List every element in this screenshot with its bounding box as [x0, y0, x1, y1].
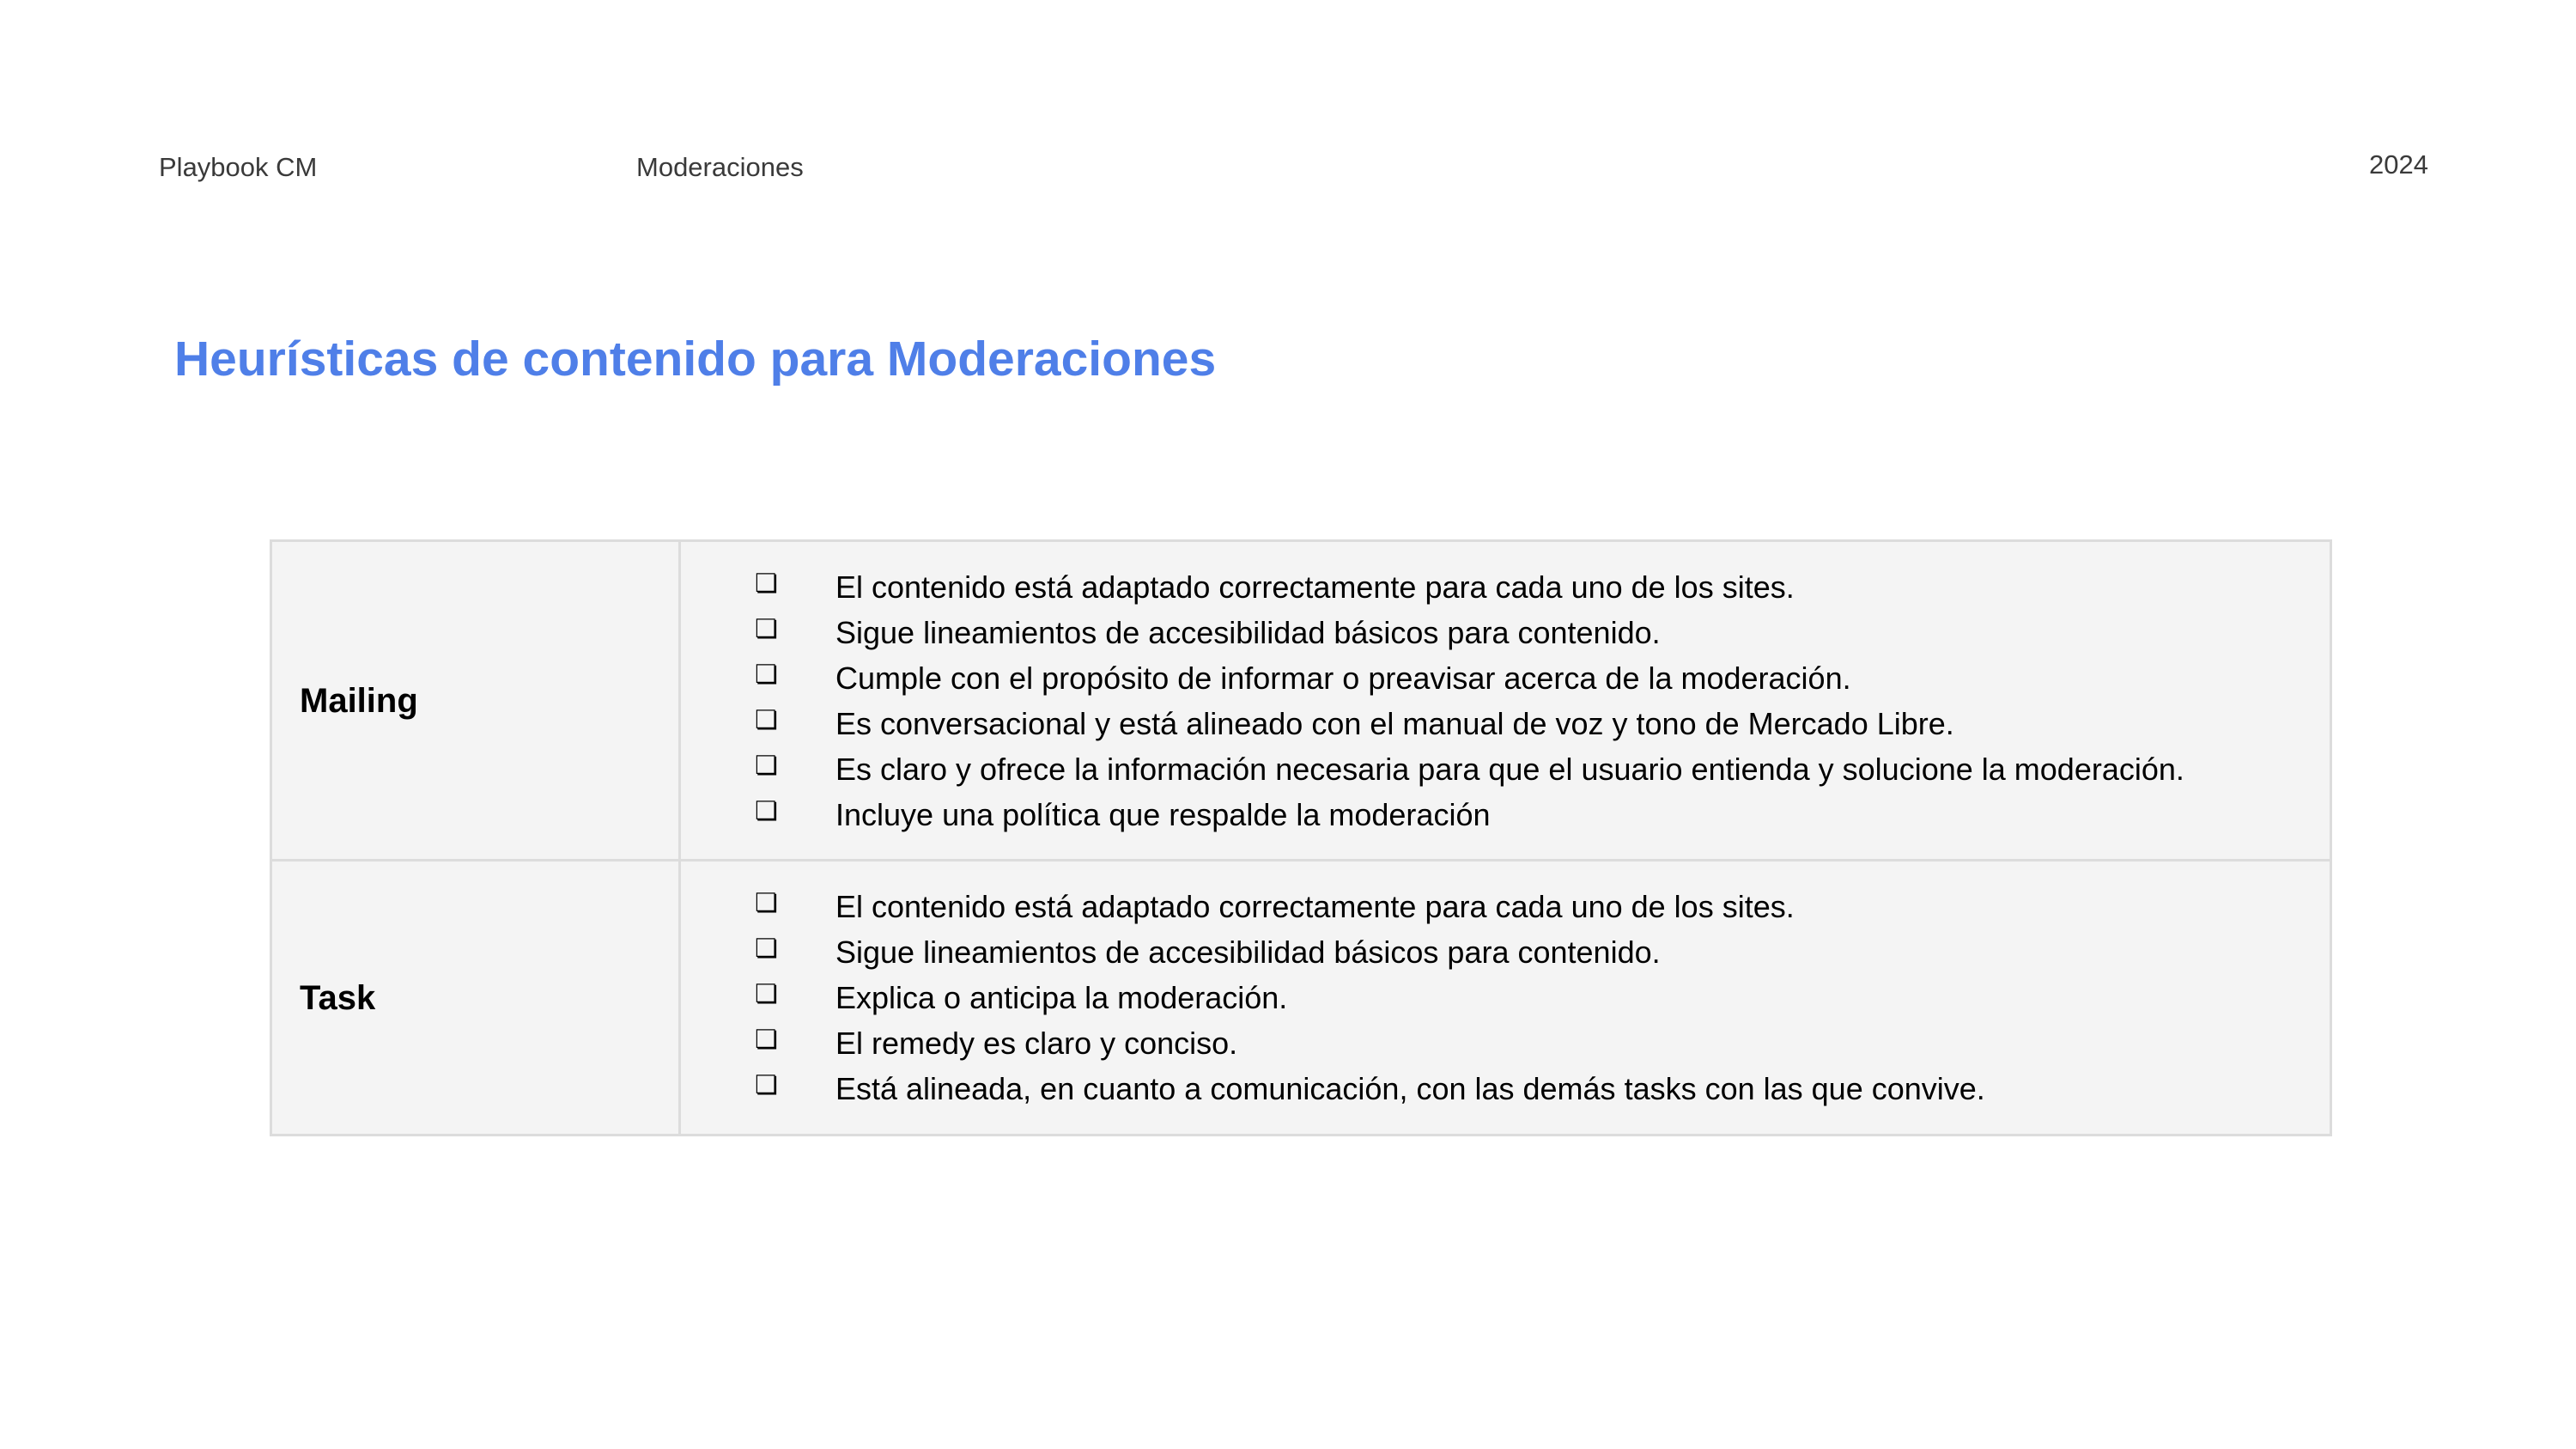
checklist-item: [681, 792, 2330, 837]
checkbox-icon: ❏: [755, 568, 778, 599]
checklist-item-text: Incluye una política que respalde la moderación: [835, 796, 1491, 832]
checklist-item-text: Cumple con el propósito de informar o preavisar acerca de la moderación.: [835, 660, 1851, 696]
checklist-item-text: Sigue lineamientos de accesibilidad básicos para contenido.: [835, 614, 1661, 650]
checklist-item-text: El contenido está adaptado correctamente para cada uno de los sites.: [835, 569, 1795, 605]
checklist-item: [681, 701, 2330, 746]
checklist-item: [681, 1066, 2330, 1111]
header-section-name: Moderaciones: [636, 152, 804, 182]
checklist-item: [681, 929, 2330, 975]
heuristics-table: [270, 539, 2332, 1136]
table-row-task: [271, 861, 2331, 1135]
checkbox-icon: ❏: [755, 659, 778, 690]
checkbox-icon: ❏: [755, 1070, 778, 1100]
category-label: Mailing: [300, 681, 418, 720]
checklist-item: [681, 655, 2330, 701]
checklist: [681, 884, 2330, 1111]
category-cell: [271, 541, 680, 861]
checklist-item: [681, 1020, 2330, 1066]
checkbox-icon: ❏: [755, 750, 778, 781]
checkbox-icon: ❏: [755, 795, 778, 826]
header-year: 2024: [2369, 149, 2428, 180]
checklist-item-text: Está alineada, en cuanto a comunicación, con las demás tasks con las que convive.: [835, 1071, 1985, 1106]
category-label: Task: [300, 978, 376, 1017]
checklist-cell: [680, 541, 2331, 861]
checkbox-icon: ❏: [755, 704, 778, 735]
checkbox-icon: ❏: [755, 888, 778, 918]
table-row-mailing: [271, 541, 2331, 861]
checklist-item: [681, 610, 2330, 655]
checklist-item-text: El contenido está adaptado correctamente para cada uno de los sites.: [835, 889, 1795, 924]
checklist-item-text: Explica o anticipa la moderación.: [835, 980, 1288, 1015]
checklist-item-text: El remedy es claro y conciso.: [835, 1026, 1238, 1061]
checkbox-icon: ❏: [755, 979, 778, 1009]
checklist-item-text: Es claro y ofrece la información necesaria para que el usuario entienda y solucione la moderación.: [835, 751, 2184, 787]
checkbox-icon: ❏: [755, 934, 778, 964]
checklist-item-text: Es conversacional y está alineado con el manual de voz y tono de Mercado Libre.: [835, 705, 1954, 741]
checklist-cell: [680, 861, 2331, 1135]
checklist-item: [681, 746, 2330, 792]
checklist-item: [681, 975, 2330, 1020]
checklist-item: [681, 884, 2330, 929]
checklist-item-text: Sigue lineamientos de accesibilidad básicos para contenido.: [835, 935, 1661, 970]
checklist-item: [681, 564, 2330, 610]
checklist: [681, 564, 2330, 837]
header-document-name: Playbook CM: [159, 152, 318, 182]
page-title: Heurísticas de contenido para Moderaciones: [174, 332, 1217, 387]
category-cell: [271, 861, 680, 1135]
checkbox-icon: ❏: [755, 1025, 778, 1055]
checkbox-icon: ❏: [755, 613, 778, 644]
